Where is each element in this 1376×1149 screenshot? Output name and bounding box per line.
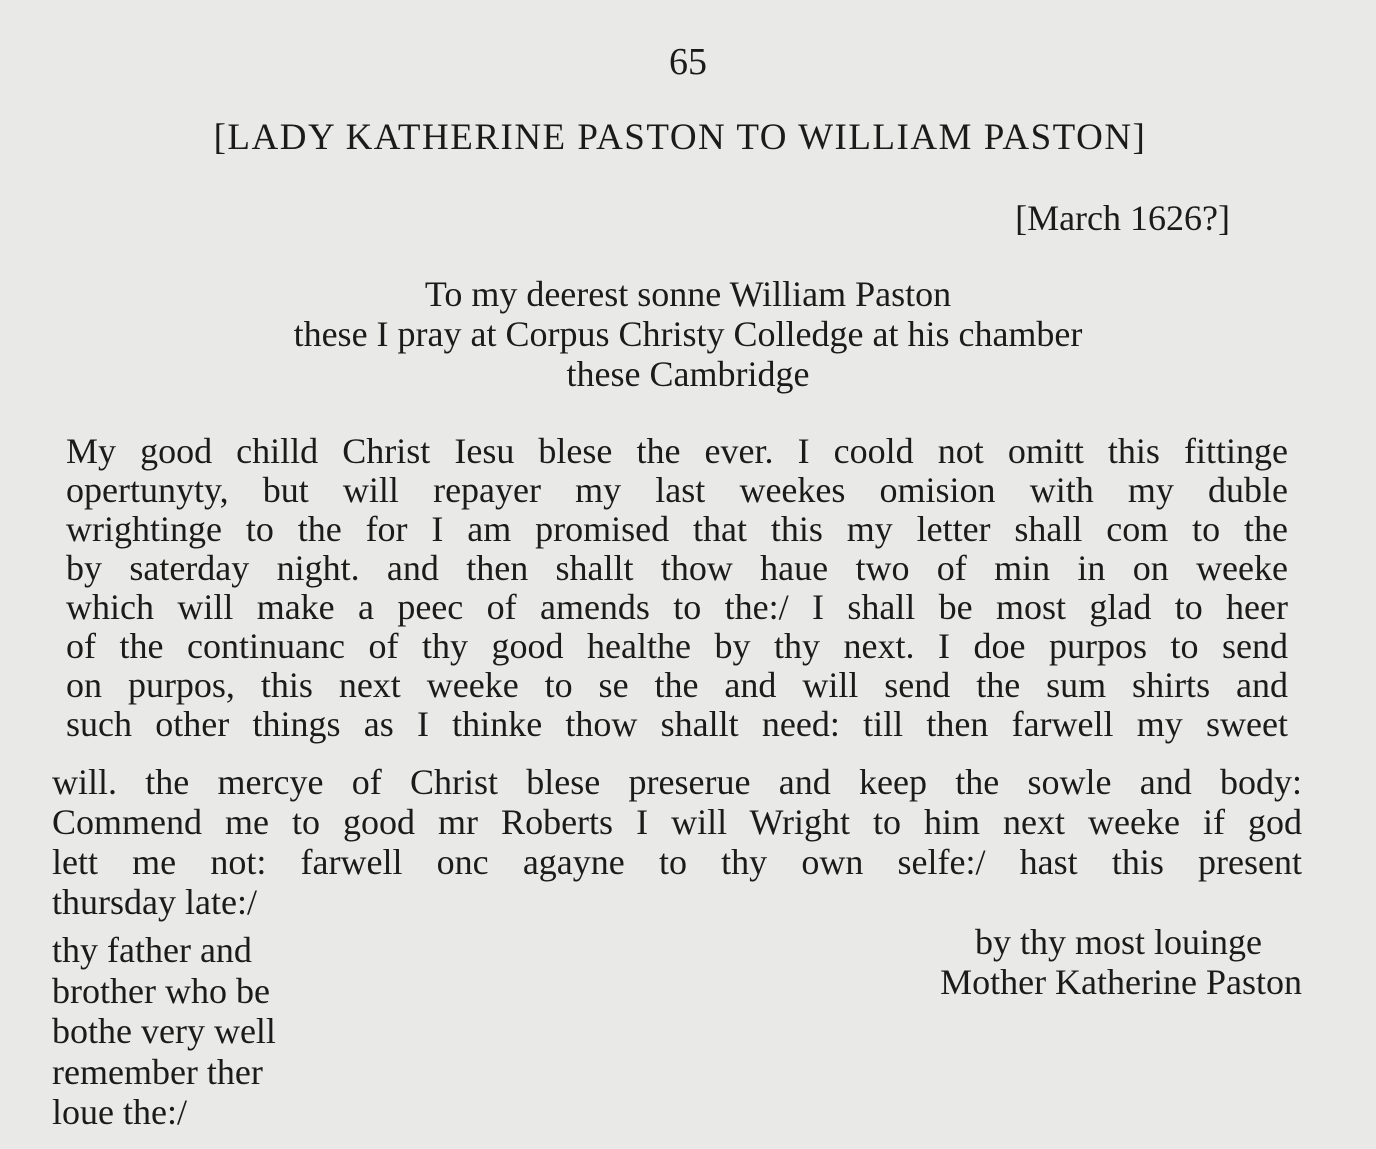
postscript-line: thy father and [52, 930, 252, 970]
letter-line: by saterday night. and then shallt thow haue two of min in on weeke [66, 548, 1288, 588]
letter-line: wrightinge to the for I am promised that this my letter shall com to the [66, 509, 1288, 549]
letter-date: [March 1626?] [1015, 198, 1230, 238]
letter-signature [940, 922, 1302, 1002]
letter-address [0, 274, 1376, 394]
letter-heading: [LADY KATHERINE PASTON TO WILLIAM PASTON] [213, 117, 1147, 158]
letter-line: lett me not: farwell onc agayne to thy own selfe:/ hast this present [52, 842, 1302, 882]
letter-paragraph-1 [66, 432, 1288, 744]
signature-line: Mother Katherine Paston [940, 962, 1302, 1002]
signature-line: by thy most louinge [975, 922, 1262, 962]
letter-line: of the continuanc of thy good healthe by thy next. I doe purpos to send [66, 626, 1288, 666]
letter-line: Commend me to good mr Roberts I will Wright to him next weeke if god [52, 802, 1302, 842]
postscript-line: remember ther [52, 1051, 263, 1092]
letter-postscript [52, 930, 276, 1133]
address-line: these Cambridge [566, 354, 810, 394]
letter-paragraph-2 [52, 762, 1302, 922]
letter-line: opertunyty, but will repayer my last weekes omision with my duble [66, 470, 1288, 510]
address-line: To my deerest sonne William Paston [424, 274, 952, 314]
letter-line: such other things as I thinke thow shallt need: till then farwell my sweet [66, 704, 1288, 744]
postscript-line: brother who be [52, 970, 270, 1011]
address-line: these I pray at Corpus Christy Colledge at his chamber [293, 314, 1083, 354]
letter-line: thursday late:/ [52, 882, 257, 922]
postscript-line: bothe very well [52, 1011, 276, 1051]
letter-line: will. the mercye of Christ blese preserue and keep the sowle and body: [52, 762, 1302, 802]
page-number: 65 [669, 41, 707, 83]
letter-line: which will make a peec of amends to the:/ I shall be most glad to heer [66, 587, 1288, 627]
letter-line: My good chilld Christ Iesu blese the ever. I coold not omitt this fittinge [66, 431, 1288, 471]
postscript-line: loue the:/ [52, 1092, 187, 1132]
letter-line: on purpos, this next weeke to se the and will send the sum shirts and [66, 665, 1288, 705]
